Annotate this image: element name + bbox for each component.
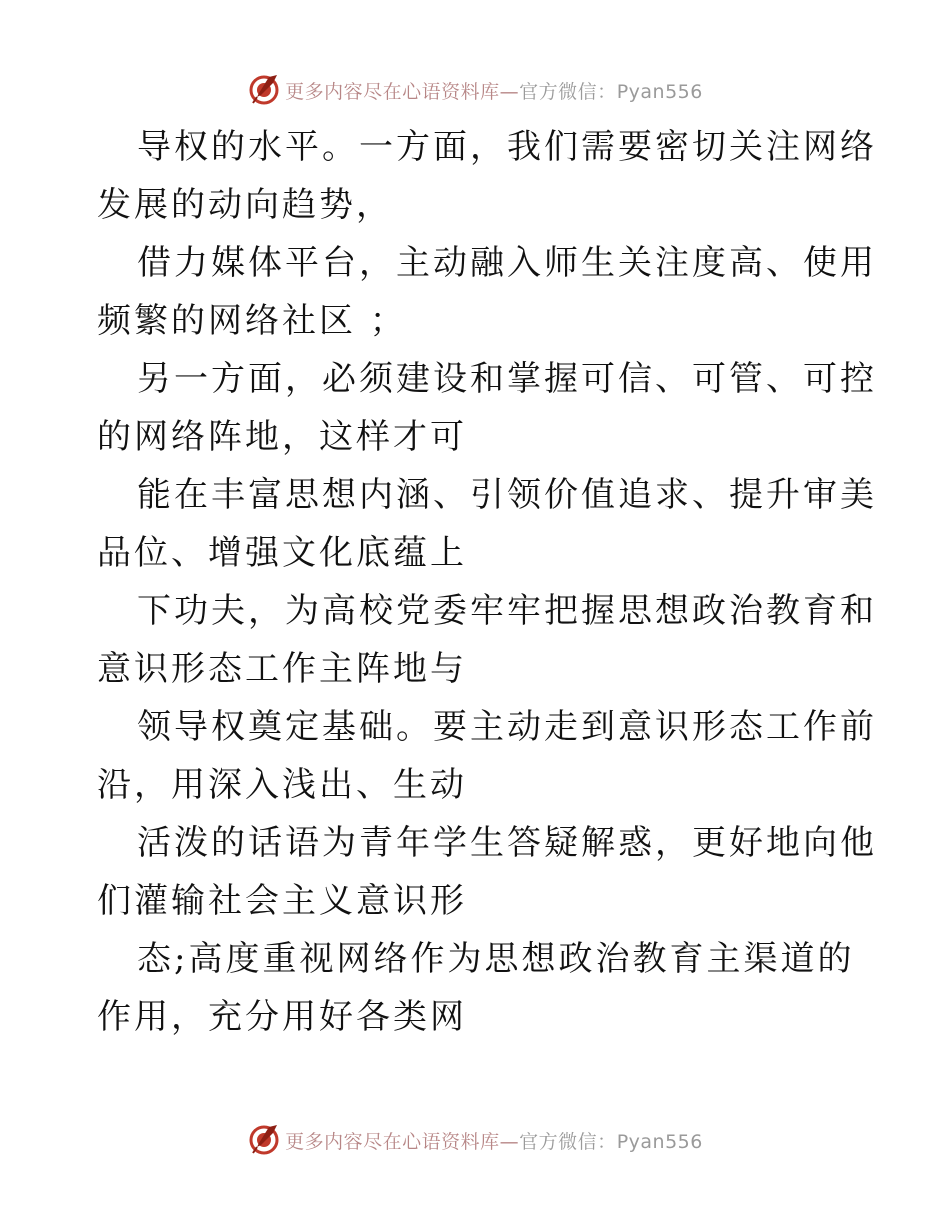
document-body: [97, 118, 877, 1046]
paragraph-7: 活泼的话语为青年学生答疑解惑，更好地向他们灌输社会主义意识形: [97, 823, 877, 921]
quill-pen-logo-icon: [247, 73, 281, 107]
footer-banner: [0, 1120, 950, 1160]
header-banner: [0, 70, 950, 110]
paragraph-8: 态;高度重视网络作为思想政治教育主渠道的作用，充分用好各类网: [97, 939, 855, 1037]
paragraph-5: 下功夫，为高校党委牢牢把握思想政治教育和意识形态工作主阵地与: [97, 591, 877, 689]
paragraph-3: 另一方面，必须建设和掌握可信、可管、可控的网络阵地，这样才可: [97, 359, 877, 457]
quill-pen-logo-icon: [247, 1123, 281, 1157]
paragraph-4: 能在丰富思想内涵、引领价值追求、提升审美品位、增强文化底蕴上: [97, 475, 877, 573]
paragraph-6: 领导权奠定基础。要主动走到意识形态工作前沿，用深入浅出、生动: [97, 707, 877, 805]
header-site-text: 更多内容尽在心语资料库—官方微信：Pyan556: [285, 80, 703, 103]
paragraph-2: 借力媒体平台，主动融入师生关注度高、使用频繁的网络社区 ；: [97, 243, 877, 341]
footer-site-text: 更多内容尽在心语资料库—官方微信：Pyan556: [285, 1130, 703, 1153]
paragraph-1: 导权的水平。一方面，我们需要密切关注网络发展的动向趋势，: [97, 127, 877, 225]
